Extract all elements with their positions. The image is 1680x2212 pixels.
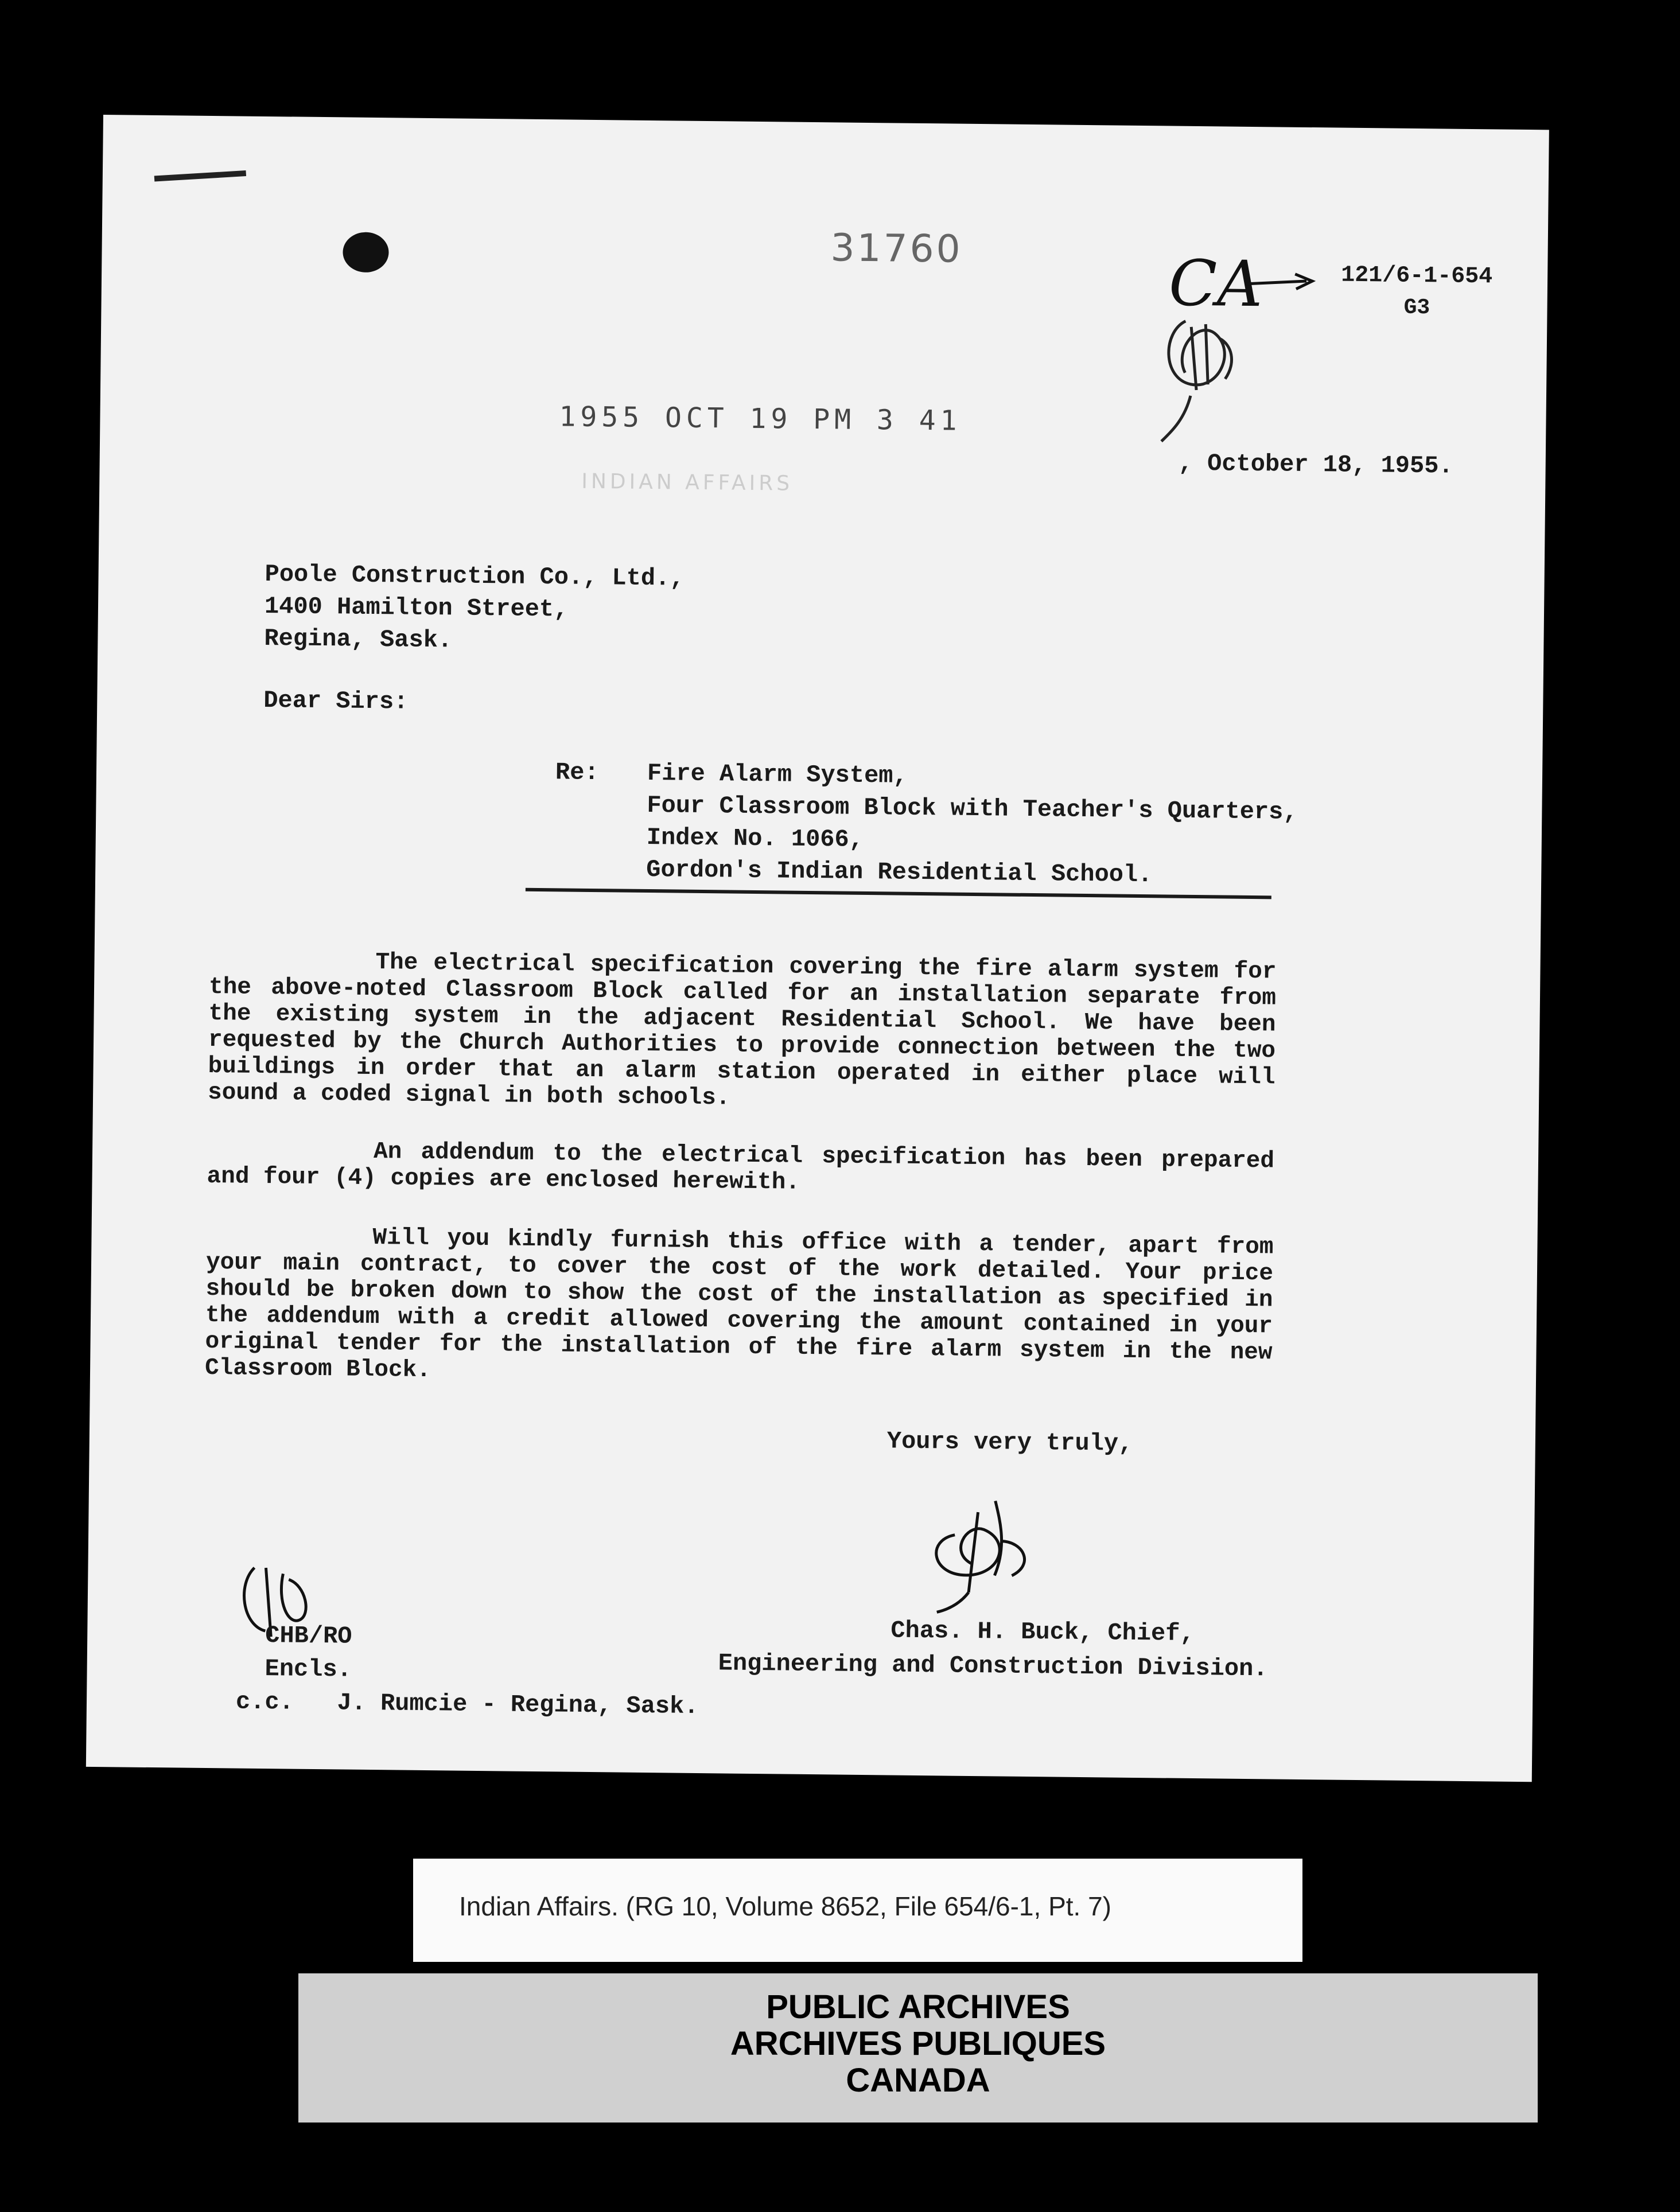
- arrow-icon: [1243, 270, 1318, 294]
- archive-source-text: Indian Affairs. (RG 10, Volume 8652, File 654/6-1, Pt. 7): [459, 1891, 1111, 1921]
- archive-line-1: PUBLIC ARCHIVES: [766, 1988, 1070, 2026]
- faint-department-stamp: INDIAN AFFAIRS: [581, 469, 794, 496]
- initials-scribble: [1150, 298, 1272, 448]
- subject-line: Index No. 1066,: [646, 823, 864, 854]
- handwritten-initials: CA: [1168, 246, 1263, 321]
- subject-line: Fire Alarm System,: [647, 759, 908, 790]
- recipient-address: [264, 558, 685, 659]
- staple-mark: [154, 170, 246, 181]
- file-reference-sub: G3: [1403, 295, 1430, 321]
- recipient-line: Regina, Sask.: [264, 624, 453, 655]
- archive-footer-bar: [298, 1973, 1538, 2123]
- body-paragraph: Will you kindly furnish this office with a tender, apart from your main contract, to cover the cost of the work detailed. Your price should be broken down to show the cost of the installation as specified in the addendum with a credit allowed covering the amount contained in your original tender for the installation of the fire alarm system in the new Classroom Block.: [204, 1225, 1274, 1384]
- signatory-division: Engineering and Construction Division.: [718, 1649, 1268, 1683]
- signatory-name: Chas. H. Buck, Chief,: [890, 1617, 1195, 1648]
- archive-line-2: ARCHIVES PUBLIQUES: [730, 2025, 1106, 2062]
- recipient-line: Poole Construction Co., Ltd.,: [265, 560, 685, 593]
- closing: Yours very truly,: [886, 1427, 1133, 1458]
- carbon-copy-line: c.c. J. Rumcie - Regina, Sask.: [235, 1688, 699, 1721]
- salutation: Dear Sirs:: [263, 686, 409, 716]
- subject-line: Four Classroom Block with Teacher's Quarters,: [647, 791, 1298, 826]
- body-paragraph: An addendum to the electrical specification has been prepared and four (4) copies are enclosed herewith.: [207, 1139, 1275, 1196]
- file-reference: 121/6-1-654: [1340, 262, 1493, 290]
- body-paragraph: The electrical specification covering the fire alarm system for the above-noted Classroom Block called for an installation separate from the existing system in the adjacent Residential School. We have been requested by the Church Authorities to provide connection between the two buildings in order that an alarm station operated in either place will sound a coded signal in both schools.: [207, 949, 1277, 1112]
- subject-block: [646, 757, 1298, 893]
- subject-line: Gordon's Indian Residential School.: [646, 855, 1153, 889]
- letter-page: [86, 115, 1549, 1782]
- reference-initials: CHB/RO: [265, 1622, 352, 1650]
- punch-hole: [343, 232, 389, 272]
- re-label: Re:: [555, 758, 599, 787]
- enclosures-note: Encls.: [265, 1655, 352, 1684]
- letter-date: , October 18, 1955.: [1178, 449, 1453, 480]
- file-number-stamp: 31760: [830, 225, 963, 271]
- recipient-line: 1400 Hamilton Street,: [264, 592, 569, 624]
- received-date-stamp: 1955 OCT 19 PM 3 41: [559, 400, 962, 437]
- signature: [914, 1477, 1053, 1617]
- archive-source-label: [413, 1859, 1302, 1962]
- archive-line-3: CANADA: [846, 2062, 990, 2099]
